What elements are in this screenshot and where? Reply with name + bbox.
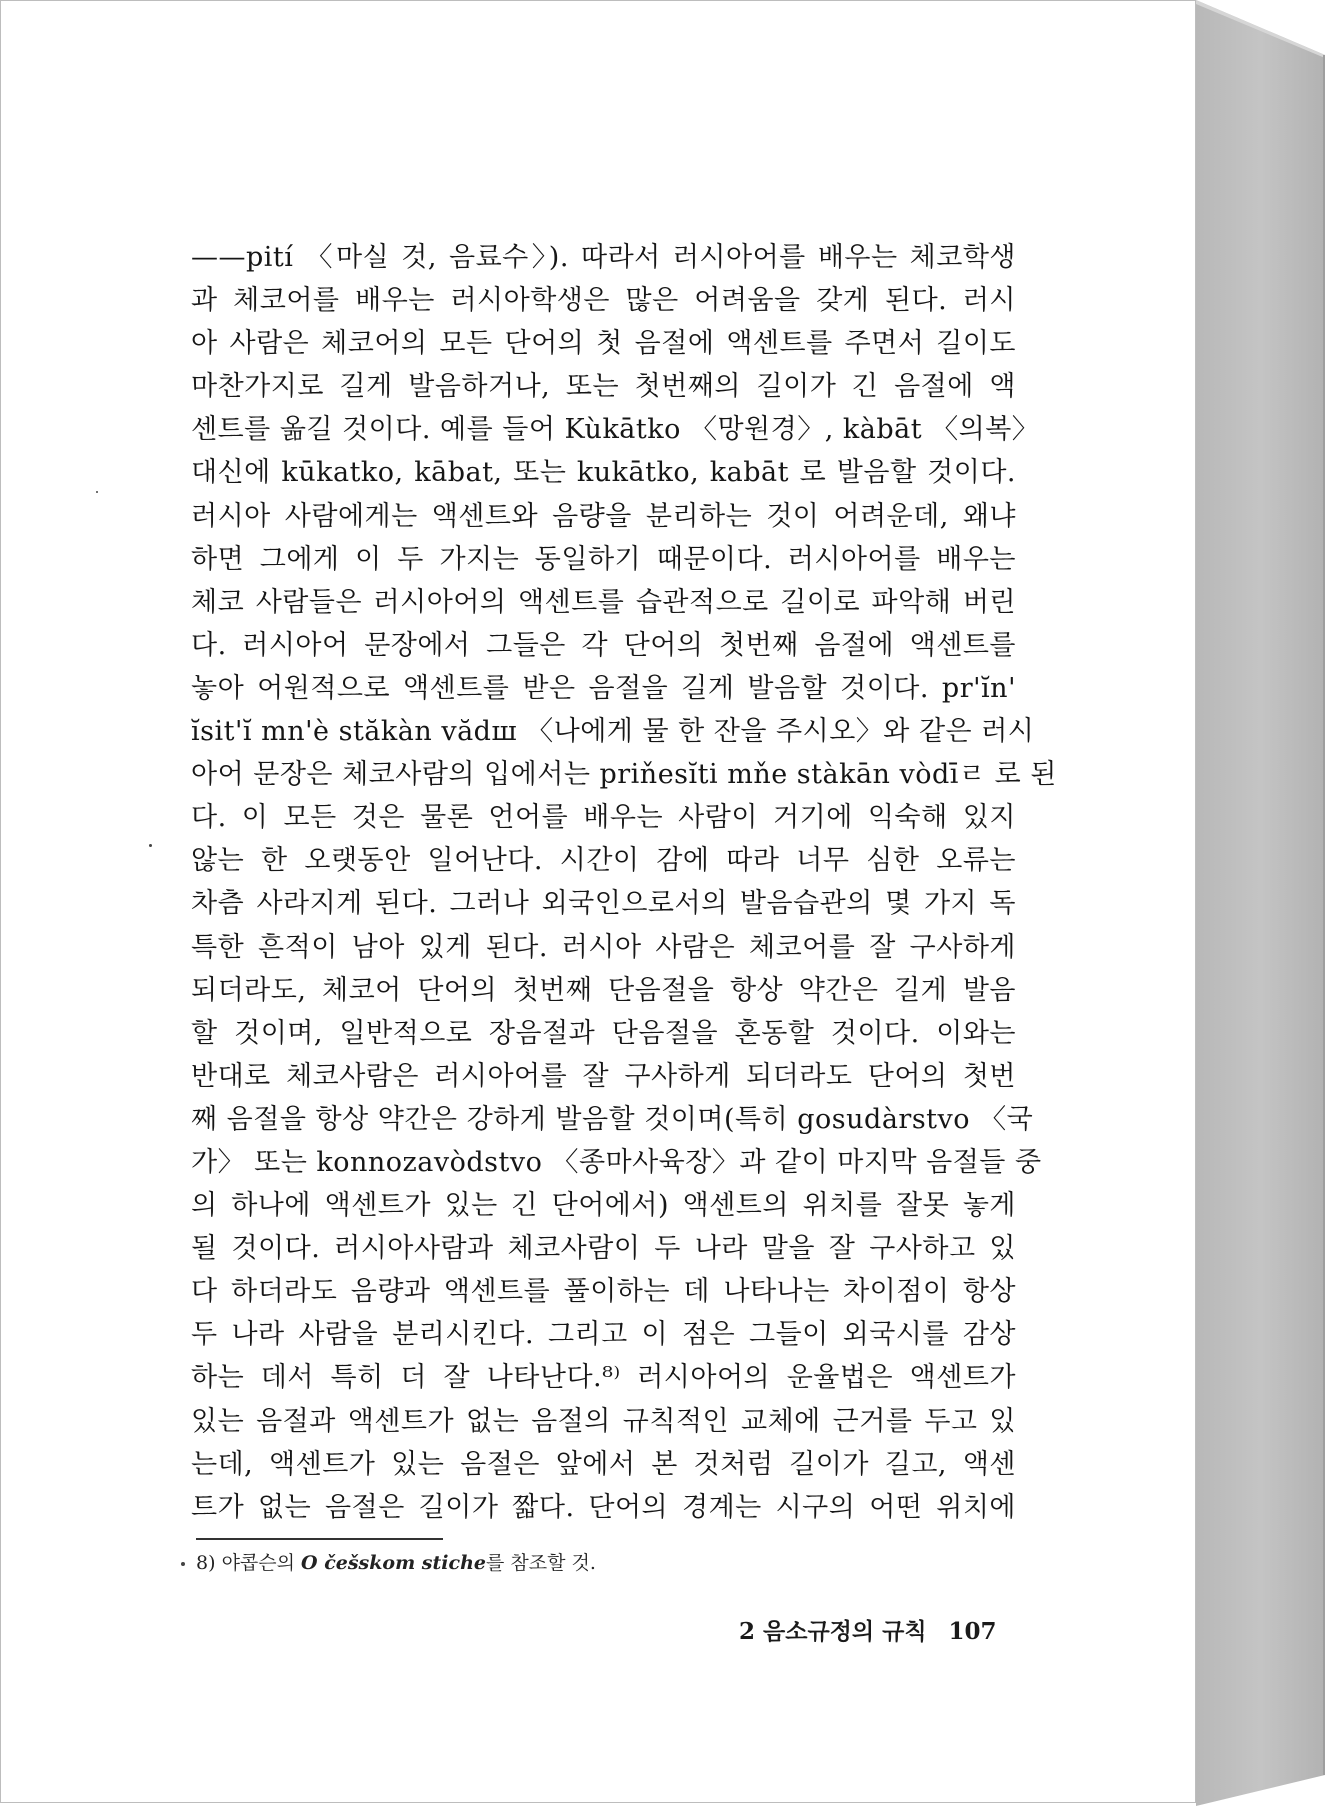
text-line: 다. 이 모든 것은 물론 언어를 배우는 사람이 거기에 익숙해 있지 xyxy=(191,802,1016,834)
footnote-marker: 8) xyxy=(196,1552,216,1574)
text-line: 되더라도, 체코어 단어의 첫번째 단음절을 항상 약간은 길게 발음 xyxy=(191,974,1016,1006)
text-line: ——pití 〈마실 것, 음료수〉). 따라서 러시아어를 배우는 체코학생 xyxy=(191,242,1016,273)
text-line: 아 사람은 체코어의 모든 단어의 첫 음절에 액센트를 주면서 길이도 xyxy=(191,328,1016,360)
body-text xyxy=(191,236,1057,1529)
text-line: 하는 데서 특히 더 잘 나타난다.⁸⁾ 러시아어의 운율법은 액센트가 xyxy=(191,1362,1016,1394)
text-line: 마찬가지로 길게 발음하거나, 또는 첫번째의 길이가 긴 음절에 액 xyxy=(191,371,1016,403)
book-side-edge xyxy=(1196,0,1325,1806)
stray-dot xyxy=(181,1562,185,1566)
text-line: 두 나라 사람을 분리시킨다. 그리고 이 점은 그들이 외국시를 감상 xyxy=(191,1319,1016,1351)
text-line: 아어 문장은 체코사람의 입에서는 priňesĭti mňe stàkān vòdīㄹ 로 된 xyxy=(191,759,1057,791)
text-line: 대신에 kūkatko, kābat, 또는 kukātko, kabāt 로 발음할 것이다. xyxy=(191,457,1016,489)
stray-dot xyxy=(149,844,152,847)
footnote-rule xyxy=(196,1538,443,1540)
running-head xyxy=(739,1613,997,1646)
stray-dot xyxy=(96,491,98,493)
text-line: 의 하나에 액센트가 있는 긴 단어에서) 액센트의 위치를 잘못 놓게 xyxy=(191,1190,1016,1222)
text-line: ĭsit'ĭ mn'è stăkàn vădш 〈나에게 물 한 잔을 주시오〉와 같은 러시 xyxy=(191,716,1035,748)
footnote-suffix: 를 참조할 것. xyxy=(485,1552,596,1574)
page-number: 107 xyxy=(948,1618,997,1645)
text-line: 특한 흔적이 남아 있게 된다. 러시아 사람은 체코어를 잘 구사하게 xyxy=(191,931,1016,963)
text-line: 트가 없는 음절은 길이가 짧다. 단어의 경계는 시구의 어떤 위치에 xyxy=(191,1491,1016,1523)
text-line: 과 체코어를 배우는 러시아학생은 많은 어려움을 갖게 된다. 러시 xyxy=(191,285,1016,317)
text-line: 센트를 옮길 것이다. 예를 들어 Kùkātko 〈망원경〉, kàbāt 〈의복〉 xyxy=(191,414,1040,446)
text-line: 러시아 사람에게는 액센트와 음량을 분리하는 것이 어려운데, 왜냐 xyxy=(191,500,1016,532)
footnote xyxy=(196,1548,596,1575)
text-line: 않는 한 오랫동안 일어난다. 시간이 감에 따라 너무 심한 오류는 xyxy=(191,845,1016,877)
footnote-prefix: 야콥슨의 xyxy=(221,1552,295,1574)
text-line: 할 것이며, 일반적으로 장음절과 단음절을 혼동할 것이다. 이와는 xyxy=(191,1017,1016,1049)
text-line: 있는 음절과 액센트가 없는 음절의 규칙적인 교체에 근거를 두고 있 xyxy=(191,1405,1016,1437)
text-line: 째 음절을 항상 약간은 강하게 발음할 것이며(특히 gosudàrstvo 〈국 xyxy=(191,1103,1034,1135)
footnote-title: O češskom stiche xyxy=(301,1552,486,1574)
text-line: 다. 러시아어 문장에서 그들은 각 단어의 첫번째 음절에 액센트를 xyxy=(191,629,1016,661)
chapter-title: 2 음소규정의 규칙 xyxy=(739,1618,927,1645)
text-line: 차츰 사라지게 된다. 그러나 외국인으로서의 발음습관의 몇 가지 독 xyxy=(191,888,1016,920)
text-line: 다 하더라도 음량과 액센트를 풀이하는 데 나타나는 차이점이 항상 xyxy=(191,1276,1016,1308)
text-line: 는데, 액센트가 있는 음절은 앞에서 본 것처럼 길이가 길고, 액센 xyxy=(191,1448,1016,1480)
text-line: 반대로 체코사람은 러시아어를 잘 구사하게 되더라도 단어의 첫번 xyxy=(191,1060,1016,1092)
text-line: 체코 사람들은 러시아어의 액센트를 습관적으로 길이로 파악해 버린 xyxy=(191,586,1016,618)
text-line: 놓아 어원적으로 액센트를 받은 음절을 길게 발음할 것이다. pr'ĭn' xyxy=(191,672,1016,704)
text-line: 가〉 또는 konnozavòdstvo 〈종마사육장〉과 같이 마지막 음절들 중 xyxy=(191,1146,1042,1178)
text-line: 하면 그에게 이 두 가지는 동일하기 때문이다. 러시아어를 배우는 xyxy=(191,543,1016,575)
text-line: 될 것이다. 러시아사람과 체코사람이 두 나라 말을 잘 구사하고 있 xyxy=(191,1233,1016,1265)
